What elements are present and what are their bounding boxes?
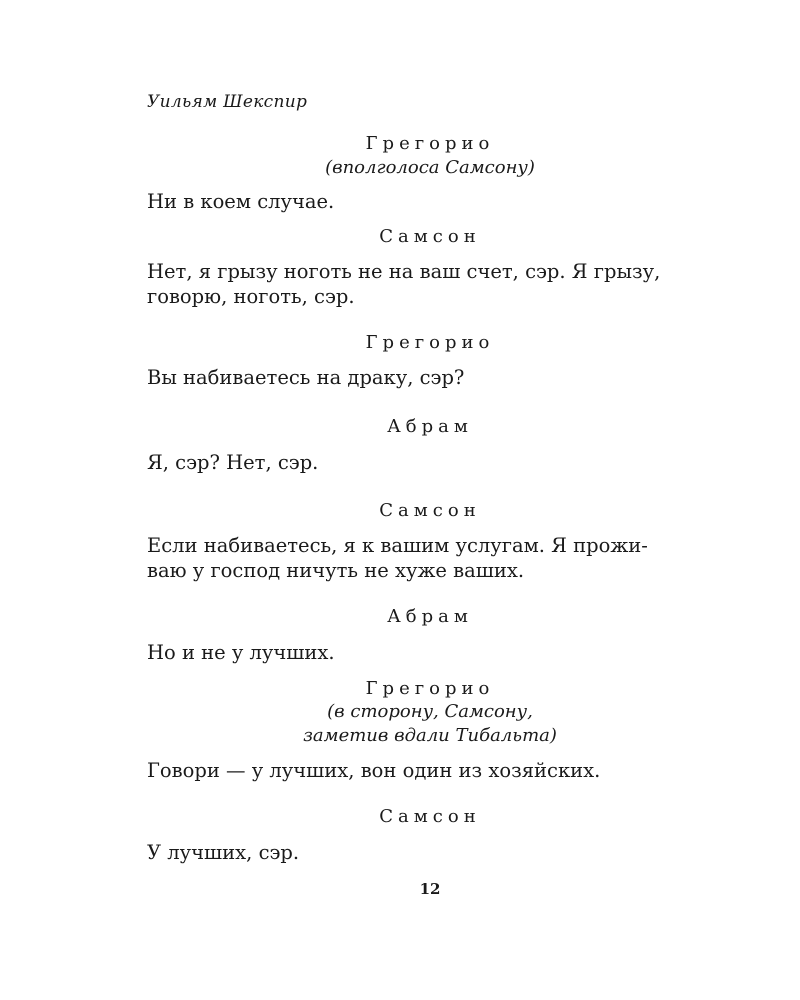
speaker-name: Грегорио bbox=[365, 133, 495, 154]
speaker-name: Самсон bbox=[379, 500, 481, 521]
page-number: 12 bbox=[419, 880, 441, 898]
dialogue-line: говорю, ноготь, сэр. bbox=[147, 285, 355, 308]
dialogue-line: У лучших, сэр. bbox=[147, 841, 300, 864]
dialogue-line: Вы набиваетесь на драку, сэр? bbox=[147, 366, 465, 389]
speaker-name: Самсон bbox=[379, 806, 481, 827]
stage-direction: (вполголоса Самсону) bbox=[325, 157, 535, 178]
stage-direction: заметив вдали Тибальта) bbox=[303, 725, 557, 746]
speaker-name: Грегорио bbox=[365, 678, 495, 699]
running-head: Уильям Шекспир bbox=[147, 92, 308, 112]
dialogue-line: ваю у господ ничуть не хуже ваших. bbox=[147, 559, 525, 582]
dialogue-line: Я, сэр? Нет, сэр. bbox=[147, 451, 319, 474]
speaker-name: Самсон bbox=[379, 226, 481, 247]
dialogue-line: Говори — у лучших, вон один из хозяйских. bbox=[147, 759, 601, 782]
speaker-name: Грегорио bbox=[365, 332, 495, 353]
dialogue-line: Ни в коем случае. bbox=[147, 190, 335, 213]
speaker-name: Абрам bbox=[387, 416, 473, 437]
speaker-name: Абрам bbox=[387, 606, 473, 627]
dialogue-line: Но и не у лучших. bbox=[147, 641, 335, 664]
dialogue-line: Если набиваетесь, я к вашим услугам. Я прожи- bbox=[147, 534, 648, 557]
dialogue-line: Нет, я грызу ноготь не на ваш счет, сэр. Я грызу, bbox=[147, 260, 661, 283]
stage-direction: (в сторону, Самсону, bbox=[327, 701, 533, 722]
